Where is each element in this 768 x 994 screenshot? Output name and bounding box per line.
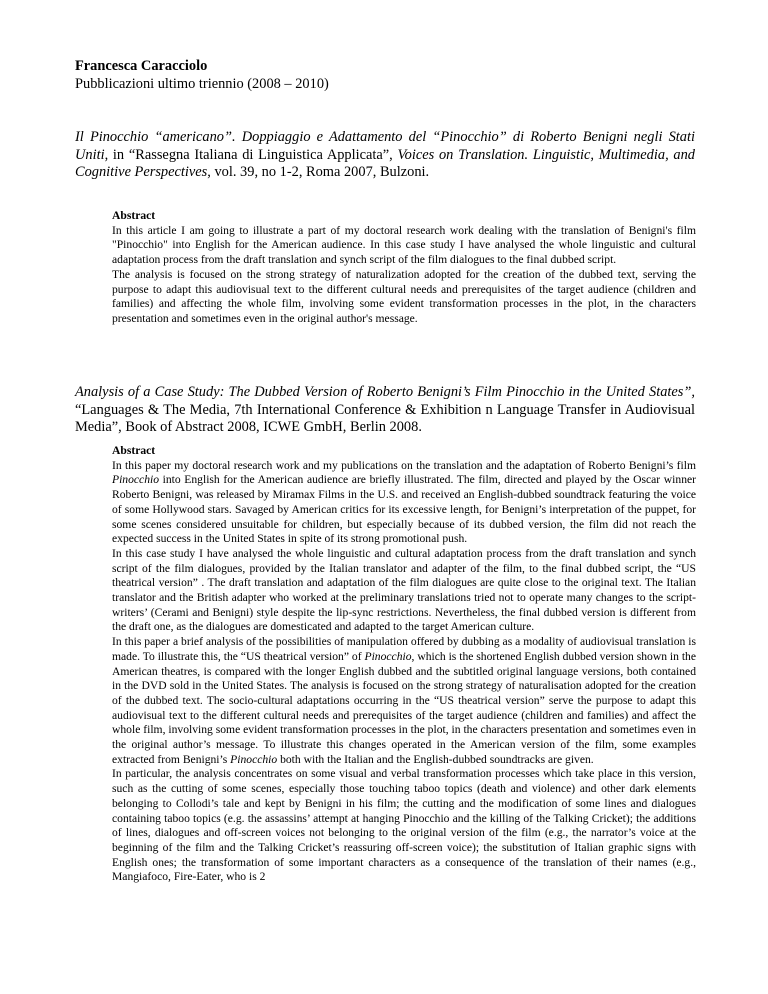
publication-2-citation-text: “Languages & The Media, 7th International Conference & Exhibition n Language Transfer in Audiovisual Media”, Book of Abstract 2008, ICWE GmbH, Berlin 2008. (75, 401, 695, 435)
abstract-text: into English for the American audience are briefly illustrated. The film, directed and played by the Oscar winner Roberto Benigni, was released by Miramax Films in the U.S. and received an English-dubbed soundtrack featuring the voice of some Hollywood stars. Savaged by American critics for its excessive length, for Benigni’s interpretation of the puppet, for some scenes considered unsuitable for children, but especially because of its dubbed version, the film did not reach the expected success in the United States in spite of its strong promotional push. (112, 473, 696, 546)
author-name: Francesca Caracciolo (75, 58, 208, 74)
publication-2-citation (75, 384, 695, 437)
publication-1-title: Il Pinocchio “americano”. Doppiaggio e Adattamento del “Pinocchio” di Roberto Benigni negli Stati Uniti (75, 129, 695, 163)
abstract-text: In this paper my doctoral research work and my publications on the translation and the adaptation of Roberto Benigni’s film (112, 458, 696, 472)
publication-2-abstract (112, 444, 696, 885)
abstract-paragraph: In this article I am going to illustrate a part of my doctoral research work dealing with the translation of Benigni's film "Pinocchio" into English for the American audience. In this case study I have analysed the whole linguistic and cultural adaptation process from the draft translation and synch script of the film dialogues to the final dubbed script. (112, 223, 696, 267)
abstract-text: both with the Italian and the English-dubbed soundtracks are given. (277, 752, 594, 766)
publication-1-journal: Voices on Translation. Linguistic, Multimedia, and Cognitive Perspectives (75, 146, 695, 180)
abstract-heading: Abstract (112, 209, 156, 222)
publication-1-citation-text-b: , vol. 39, no 1-2, Roma 2007, Bulzoni. (207, 164, 430, 180)
abstract-paragraph: The analysis is focused on the strong strategy of naturalization adopted for the creation of the dubbed text, serving the purpose to adapt this audiovisual text to the different cultural needs and prerequisites of the target audience (children and families) and affecting the whole film, involving some evident transformation processes in the plot, in the characters presentation and sometimes even in the original author's message. (112, 267, 696, 325)
film-title: Pinocchio (364, 649, 412, 663)
publication-1-abstract (112, 209, 696, 327)
publication-1-citation-text-a: , in “Rassegna Italiana di Linguistica Applicata”, (104, 146, 398, 163)
abstract-text: , which is the shortened English dubbed version shown in the American theatres, is compared with the longer English dubbed and the subtitled original language versions, both contained in the DVD sold in the United States. The analysis is focused on the strong strategy of naturalisation adopted for the creation of the dubbed text. The socio-cultural adaptations occurring in the “US theatrical version” serve the purpose to adapt this audiovisual text to the different cultural needs and prerequisites of the target audience (children and families) and affect the whole film, involving some evident transformation processes in the plot, in the characters presentation and sometimes even in the original author’s message. To illustrate this changes operated in the American version of the film, some examples extracted from Benigni’s (112, 649, 696, 766)
abstract-heading: Abstract (112, 444, 156, 457)
page-subtitle: Pubblicazioni ultimo triennio (2008 – 2010) (75, 76, 329, 92)
publication-2-title: Analysis of a Case Study: The Dubbed Version of Roberto Benigni’s Film Pinocchio in the United States”, (75, 384, 695, 400)
abstract-paragraph (112, 459, 696, 547)
film-title: Pinocchio (230, 752, 278, 766)
publication-1-citation (75, 129, 695, 182)
abstract-paragraph (112, 635, 696, 767)
abstract-text: In this paper a brief analysis of the possibilities of manipulation offered by dubbing as a modality of audiovisual translation is made. To illustrate this, the “US theatrical version” of (112, 635, 696, 663)
abstract-paragraph: In particular, the analysis concentrates on some visual and verbal transformation processes which take place in this version, such as the cutting of some scenes, especially those touching taboo topics (death and violence) and other dark elements belonging to Collodi’s tale and kept by Benigni in his film; the cutting and the modification of some lines and dialogues containing taboo topics (e.g. the assassins’ attempt at hanging Pinocchio and the killing of the Talking Cricket); the additions of lines, dialogues and off-screen voices not belonging to the original version of the film (e.g., the narrator’s voice at the beginning of the film and the Talking Cricket’s reassuring off-screen voice); the substitution of Italian graphic signs with English ones; the transformation of some important characters as a consequence of the translation of their names (e.g., Mangiafoco, Fire-Eater, who is 2 (112, 767, 696, 884)
film-title: Pinocchio (112, 473, 160, 487)
abstract-paragraph: In this case study I have analysed the whole linguistic and cultural adaptation process from the draft translation and synch script of the film dialogues, provided by the Italian translator and adapter of the film, to the final dubbed script, the “US theatrical version” . The draft translation and adaptation of the film dialogues are quite close to the original text. The Italian translator and the British adapter who worked at the preliminary translations tried not to operate many changes to the script-writers’ (Cerami and Benigni) style despite the lip-sync restrictions. Nevertheless, the final dubbed version is different from the draft one, as the dialogues are domesticated and adapted to the target American culture. (112, 546, 696, 634)
